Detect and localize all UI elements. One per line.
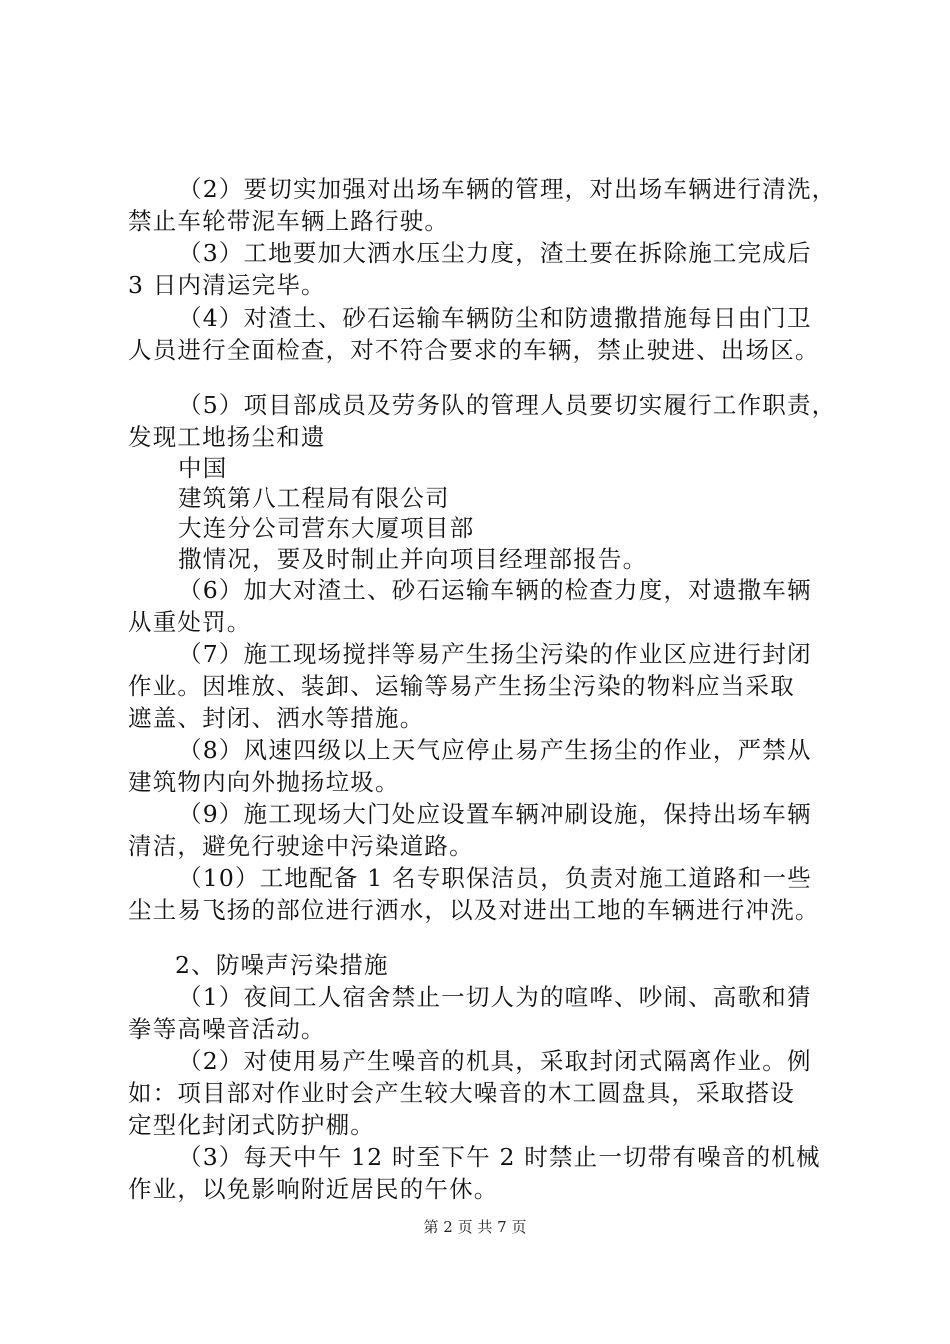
paragraph-line: （4）对渣土、砂石运输车辆防尘和防遗撒措施每日由门卫: [178, 304, 812, 332]
paragraph-line: 拳等高噪音活动。: [128, 1015, 326, 1043]
paragraph-line: （6）加大对渣土、砂石运输车辆的检查力度，对遗撒车辆: [178, 576, 812, 604]
paragraph-line: 撒情况，要及时制止并向项目经理部报告。: [178, 545, 648, 573]
paragraph-line: （3）每天中午 12 时至下午 2 时禁止一切带有噪音的机械: [178, 1143, 821, 1171]
paragraph-line: 定型化封闭式防护棚。: [128, 1111, 375, 1139]
paragraph-line: （2）对使用易产生噪音的机具，采取封闭式隔离作业。例: [178, 1047, 812, 1075]
paragraph-line: 禁止车轮带泥车辆上路行驶。: [128, 207, 450, 235]
paragraph-line: （2）要切实加强对出场车辆的管理，对出场车辆进行清洗，: [178, 175, 837, 203]
paragraph-line: 清洁，避免行驶途中污染道路。: [128, 832, 474, 860]
company-line: 大连分公司营东大厦项目部: [178, 514, 475, 542]
paragraph-line: （8）风速四级以上天气应停止易产生扬尘的作业，严禁从: [178, 736, 812, 764]
paragraph-line: （5）项目部成员及劳务队的管理人员要切实履行工作职责，: [178, 391, 837, 419]
paragraph-line: 尘土易飞扬的部位进行洒水，以及对进出工地的车辆进行冲洗。: [128, 896, 820, 924]
paragraph-line: （10）工地配备 1 名专职保洁员，负责对施工道路和一些: [178, 864, 812, 892]
paragraph-line: 从重处罚。: [128, 608, 252, 636]
page-footer: 第 2 页 共 7 页: [423, 1218, 527, 1236]
paragraph-line: 如：项目部对作业时会产生较大噪音的木工圆盘具，采取搭设: [128, 1079, 795, 1107]
paragraph-line: 作业，以免影响附近居民的午休。: [128, 1175, 499, 1203]
paragraph-line: 建筑物内向外抛扬垃圾。: [128, 768, 400, 796]
paragraph-line: 发现工地扬尘和遗: [128, 423, 326, 451]
paragraph-line: （7）施工现场搅拌等易产生扬尘污染的作业区应进行封闭: [178, 640, 812, 668]
company-line: 建筑第八工程局有限公司: [178, 484, 450, 512]
paragraph-line: 人员进行全面检查，对不符合要求的车辆，禁止驶进、出场区。: [128, 336, 820, 364]
paragraph-line: （3）工地要加大洒水压尘力度，渣土要在拆除施工完成后: [178, 239, 812, 267]
paragraph-line: （1）夜间工人宿舍禁止一切人为的喧哗、吵闹、高歌和猜: [178, 983, 812, 1011]
paragraph-line: 3 日内清运完毕。: [128, 271, 326, 299]
paragraph-line: 作业。因堆放、装卸、运输等易产生扬尘污染的物料应当采取: [128, 672, 795, 700]
company-line: 中国: [178, 454, 228, 482]
paragraph-line: 遮盖、封闭、洒水等措施。: [128, 704, 425, 732]
section-heading: 2、防噪声污染措施: [175, 951, 389, 979]
paragraph-line: （9）施工现场大门处应设置车辆冲刷设施，保持出场车辆: [178, 800, 812, 828]
